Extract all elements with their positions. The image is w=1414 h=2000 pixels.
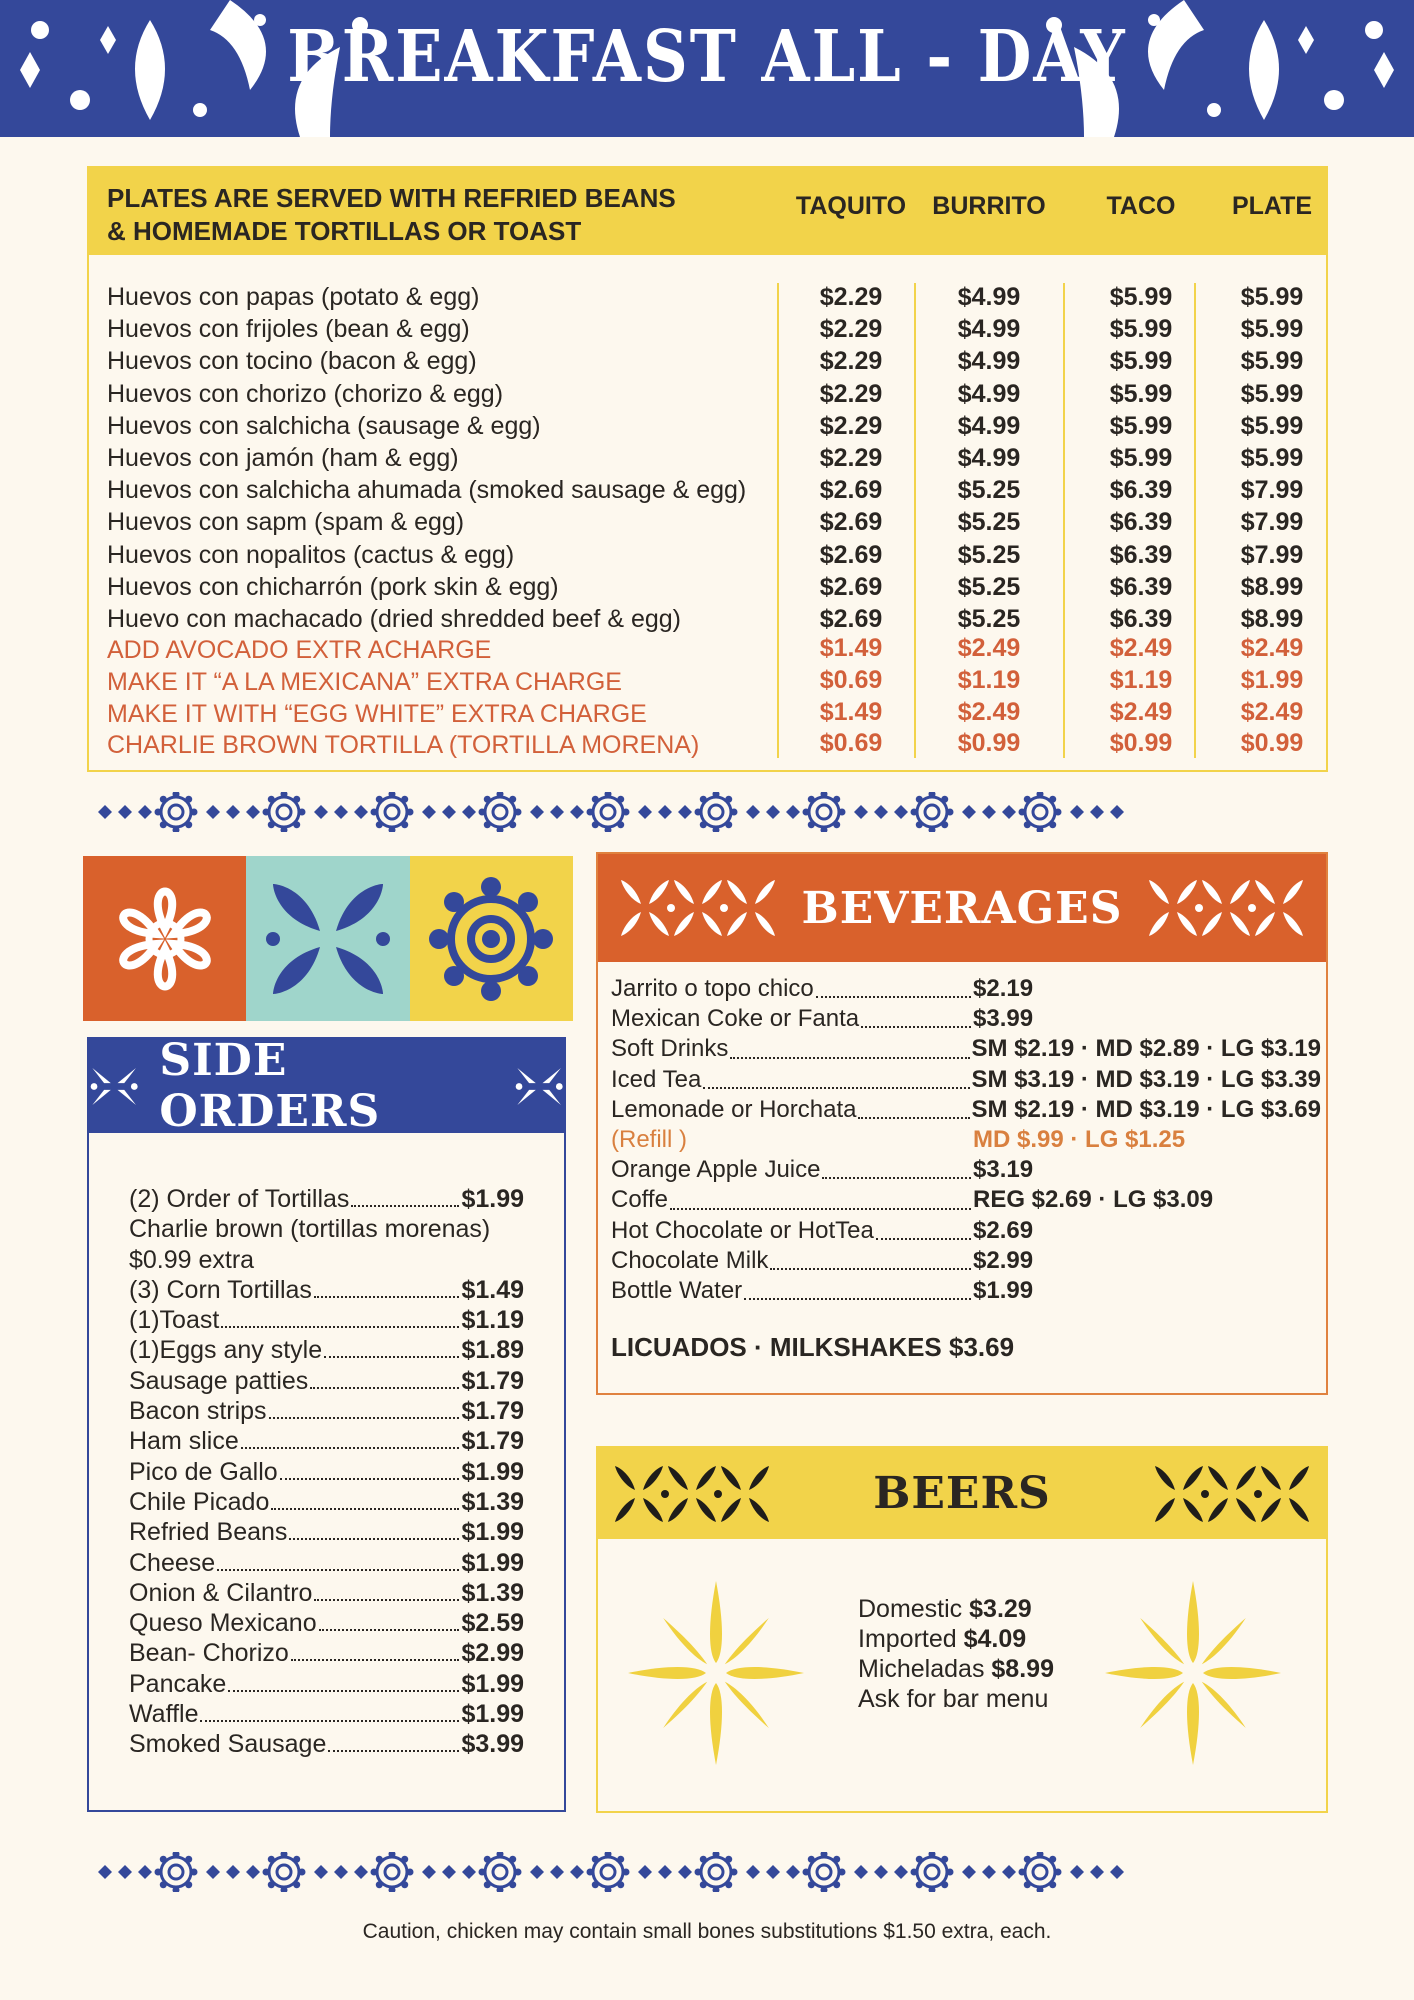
dot-leader bbox=[241, 1447, 460, 1449]
side-order-name: Queso Mexicano bbox=[129, 1609, 317, 1638]
column-header-taco: TACO bbox=[1106, 192, 1176, 220]
xo-ornament-icon bbox=[1146, 878, 1306, 938]
beverage-name: Lemonade or Horchata bbox=[611, 1095, 857, 1123]
beverage-name: Bottle Water bbox=[611, 1277, 743, 1305]
dot-leader bbox=[269, 1417, 460, 1419]
plate-item-name: Huevos con chorizo (chorizo & egg) bbox=[107, 379, 504, 408]
dot-leader bbox=[351, 1205, 459, 1207]
side-order-price: $1.99 bbox=[461, 1669, 524, 1698]
plate-item-price: $4.99 bbox=[957, 315, 1021, 344]
side-order-name: Chile Picado bbox=[129, 1487, 270, 1516]
dot-leader bbox=[319, 1629, 460, 1631]
side-orders-section bbox=[87, 1037, 566, 1812]
side-order-price: $2.59 bbox=[461, 1609, 524, 1638]
side-order-name: (1)Eggs any style bbox=[129, 1336, 323, 1365]
plate-extra-price: $0.99 bbox=[1240, 729, 1304, 758]
beverage-item bbox=[611, 1276, 1321, 1306]
plate-item-price: $5.99 bbox=[1109, 315, 1173, 344]
side-order-price: $2.99 bbox=[461, 1639, 524, 1668]
beverage-name-cell bbox=[611, 1034, 972, 1064]
beverage-name-cell bbox=[611, 1004, 973, 1034]
plate-item-price: $2.69 bbox=[819, 605, 883, 633]
column-divider bbox=[1063, 283, 1065, 758]
side-order-item bbox=[129, 1214, 524, 1244]
side-order-item bbox=[129, 1487, 524, 1517]
plate-extra-name: MAKE IT WITH “EGG WHITE” EXTRA CHARGE bbox=[107, 699, 647, 728]
beverages-section bbox=[596, 852, 1328, 1395]
beverage-name: Orange Apple Juice bbox=[611, 1156, 821, 1184]
side-order-name: Refried Beans bbox=[129, 1518, 288, 1547]
starburst-icon bbox=[626, 1578, 806, 1768]
plate-item-name: Huevos con nopalitos (cactus & egg) bbox=[107, 540, 515, 569]
plate-item-price: $5.99 bbox=[1109, 347, 1173, 376]
plate-item-price: $7.99 bbox=[1240, 540, 1304, 569]
beer-price: $4.09 bbox=[963, 1625, 1027, 1653]
dot-leader bbox=[703, 1065, 969, 1089]
dot-leader bbox=[310, 1387, 459, 1389]
side-order-price: $1.99 bbox=[461, 1700, 524, 1729]
beverage-item bbox=[611, 1034, 1321, 1064]
side-order-item bbox=[129, 1275, 524, 1305]
decorative-divider bbox=[90, 1852, 1330, 1892]
plate-item-price: $5.25 bbox=[957, 572, 1021, 601]
beer-name: Domestic bbox=[858, 1595, 963, 1623]
side-order-item bbox=[129, 1699, 524, 1729]
beverage-item bbox=[611, 1246, 1321, 1276]
side-order-name: (2) Order of Tortillas bbox=[129, 1185, 350, 1213]
plate-item-price: $4.99 bbox=[957, 444, 1021, 472]
side-order-price: $1.99 bbox=[461, 1457, 524, 1486]
plate-item-price: $2.29 bbox=[819, 347, 883, 376]
beverage-item bbox=[611, 1125, 1321, 1155]
plate-item-price: $5.99 bbox=[1240, 347, 1304, 376]
beverage-name-cell bbox=[611, 1216, 973, 1246]
beverage-name: Hot Chocolate or HotTea bbox=[611, 1216, 874, 1244]
plate-extra-price: $1.99 bbox=[1240, 665, 1304, 694]
side-order-price: $1.99 bbox=[461, 1518, 524, 1547]
side-order-name: Pancake bbox=[129, 1669, 227, 1698]
plate-extra-price: $2.49 bbox=[1109, 697, 1173, 726]
dot-leader bbox=[816, 974, 971, 998]
plate-item-price: $4.99 bbox=[957, 283, 1021, 311]
side-order-item bbox=[129, 1457, 524, 1487]
plate-extra-price: $0.99 bbox=[1109, 729, 1173, 758]
dot-leader bbox=[280, 1478, 460, 1480]
column-header-plate: PLATE bbox=[1231, 192, 1313, 220]
plate-extra-price: $0.69 bbox=[819, 665, 883, 694]
side-order-item bbox=[129, 1669, 524, 1699]
beverage-price: $2.99 bbox=[973, 1246, 1034, 1274]
beverage-name: Soft Drinks bbox=[611, 1035, 729, 1063]
plate-item-price: $2.29 bbox=[819, 315, 883, 344]
side-order-item bbox=[129, 1426, 524, 1456]
flower-tile-icon bbox=[83, 856, 246, 1021]
beer-item bbox=[858, 1594, 1054, 1624]
beverage-price: $2.69 bbox=[973, 1216, 1034, 1244]
plate-item-price: $2.69 bbox=[819, 572, 883, 601]
plate-item-price: $6.39 bbox=[1109, 572, 1173, 601]
dot-leader bbox=[271, 1508, 459, 1510]
plate-item-price: $5.99 bbox=[1109, 379, 1173, 408]
beverage-name-cell bbox=[611, 1276, 973, 1306]
plate-extra-price: $1.19 bbox=[1109, 665, 1173, 694]
side-order-name: Ham slice bbox=[129, 1427, 239, 1456]
side-order-name: Onion & Cilantro bbox=[129, 1578, 313, 1607]
beverage-name: Iced Tea bbox=[611, 1065, 702, 1093]
plate-item-price: $6.39 bbox=[1109, 605, 1173, 633]
plates-note bbox=[107, 182, 676, 248]
beverage-price: REG $2.69 · LG $3.09 bbox=[973, 1186, 1214, 1214]
plate-item-price: $4.99 bbox=[957, 347, 1021, 376]
side-order-item bbox=[129, 1184, 524, 1214]
beverage-name-cell bbox=[611, 974, 973, 1004]
plate-extra-price: $2.49 bbox=[957, 634, 1021, 662]
plate-extra-price: $0.99 bbox=[957, 729, 1021, 758]
dot-leader bbox=[730, 1034, 969, 1058]
side-order-name: (3) Corn Tortillas bbox=[129, 1275, 312, 1304]
beverages-list bbox=[611, 974, 1321, 1306]
side-order-price: $1.49 bbox=[461, 1275, 524, 1304]
column-header-taquito: TAQUITO bbox=[795, 192, 907, 220]
plate-item-name: Huevos con jamón (ham & egg) bbox=[107, 444, 459, 472]
side-order-item bbox=[129, 1608, 524, 1638]
side-order-item bbox=[129, 1335, 524, 1365]
plate-item-price: $4.99 bbox=[957, 411, 1021, 440]
beer-price: $3.29 bbox=[969, 1595, 1032, 1623]
plates-note-line: PLATES ARE SERVED WITH REFRIED BEANS bbox=[107, 183, 676, 213]
plates-table bbox=[87, 166, 1328, 772]
footer-note: Caution, chicken may contain small bones substitutions $1.50 extra, each. bbox=[362, 1920, 1052, 1943]
side-order-price: $1.99 bbox=[461, 1548, 524, 1577]
plate-item-name: Huevos con frijoles (bean & egg) bbox=[107, 315, 470, 344]
xo-ornament-icon bbox=[1152, 1464, 1312, 1524]
beer-price: $8.99 bbox=[991, 1655, 1054, 1683]
beverage-price: SM $2.19 · MD $2.89 · LG $3.19 bbox=[971, 1035, 1321, 1063]
column-header-burrito: BURRITO bbox=[932, 192, 1046, 220]
beverage-item bbox=[611, 1095, 1321, 1125]
side-order-price: $1.89 bbox=[461, 1336, 524, 1365]
plate-item-price: $8.99 bbox=[1240, 605, 1304, 633]
beverage-item bbox=[611, 1185, 1321, 1215]
flower-tile-icon bbox=[410, 856, 573, 1021]
beverage-name: Mexican Coke or Fanta bbox=[611, 1005, 860, 1033]
side-order-name: Sausage patties bbox=[129, 1366, 309, 1395]
plate-extra-price: $1.49 bbox=[819, 634, 883, 662]
beverage-item bbox=[611, 974, 1321, 1004]
side-order-item bbox=[129, 1396, 524, 1426]
beverage-price: $3.99 bbox=[973, 1005, 1034, 1033]
beverage-name: Jarrito o topo chico bbox=[611, 975, 814, 1002]
side-order-price: $1.19 bbox=[461, 1306, 524, 1335]
beer-item bbox=[858, 1654, 1054, 1684]
plate-item-name: Huevos con chicharrón (pork skin & egg) bbox=[107, 572, 559, 601]
decorative-divider bbox=[90, 792, 1330, 832]
beer-name: Micheladas bbox=[858, 1655, 985, 1683]
beverage-name: Chocolate Milk bbox=[611, 1246, 769, 1274]
side-order-item bbox=[129, 1245, 524, 1275]
beverage-price: SM $3.19 · MD $3.19 · LG $3.39 bbox=[971, 1065, 1321, 1093]
plate-item-price: $5.25 bbox=[957, 508, 1021, 537]
plate-item-price: $7.99 bbox=[1240, 476, 1304, 505]
side-order-name: Charlie brown (tortillas morenas) bbox=[129, 1215, 491, 1244]
petal-ornament-icon bbox=[514, 1059, 564, 1114]
dot-leader bbox=[744, 1276, 971, 1300]
side-order-price: $1.39 bbox=[461, 1487, 524, 1516]
dot-leader bbox=[328, 1750, 459, 1752]
dot-leader bbox=[291, 1659, 460, 1661]
beverage-name-cell bbox=[611, 1246, 973, 1276]
plate-item-price: $5.99 bbox=[1109, 411, 1173, 440]
plate-extra-name: CHARLIE BROWN TORTILLA (TORTILLA MORENA) bbox=[107, 731, 700, 760]
side-order-item bbox=[129, 1366, 524, 1396]
plate-item-name: Huevos con papas (potato & egg) bbox=[107, 283, 480, 311]
starburst-icon bbox=[1103, 1578, 1283, 1768]
side-order-item bbox=[129, 1517, 524, 1547]
dot-leader bbox=[228, 1690, 459, 1692]
dot-leader bbox=[314, 1599, 459, 1601]
side-orders-list bbox=[129, 1184, 524, 1760]
plate-item-price: $6.39 bbox=[1109, 540, 1173, 569]
column-divider bbox=[914, 283, 916, 758]
side-order-name: $0.99 extra bbox=[129, 1245, 255, 1274]
dot-leader bbox=[324, 1356, 459, 1358]
dot-leader bbox=[217, 1569, 459, 1571]
side-order-price: $1.99 bbox=[461, 1185, 524, 1213]
plate-extra-price: $1.49 bbox=[819, 697, 883, 726]
dot-leader bbox=[289, 1538, 459, 1540]
plate-item-price: $8.99 bbox=[1240, 572, 1304, 601]
plates-table-header bbox=[89, 168, 1326, 255]
licuados-line: LICUADOS · MILKSHAKES $3.69 bbox=[611, 1332, 1015, 1362]
beverages-title: BEVERAGES bbox=[801, 882, 1123, 934]
plate-item-price: $2.69 bbox=[819, 540, 883, 569]
xo-ornament-icon bbox=[618, 878, 778, 938]
plate-item-price: $7.99 bbox=[1240, 508, 1304, 537]
plate-item-price: $5.99 bbox=[1109, 444, 1173, 472]
beverage-name: (Refill ) bbox=[611, 1126, 687, 1154]
petal-ornament-icon bbox=[89, 1059, 139, 1114]
column-divider bbox=[777, 283, 779, 758]
dot-leader bbox=[858, 1095, 969, 1119]
side-order-name: Waffle bbox=[129, 1700, 199, 1729]
beverage-name-cell bbox=[611, 1125, 973, 1155]
dot-leader bbox=[770, 1246, 971, 1270]
dot-leader bbox=[200, 1720, 459, 1722]
plate-item-name: Huevos con salchicha ahumada (smoked sausage & egg) bbox=[107, 476, 747, 505]
side-order-name: (1)Toast bbox=[129, 1306, 220, 1335]
side-order-price: $1.79 bbox=[461, 1397, 524, 1426]
page-title: BREAKFAST ALL - DAY bbox=[287, 14, 1127, 99]
side-order-item bbox=[129, 1578, 524, 1608]
plate-item-name: Huevos con salchicha (sausage & egg) bbox=[107, 411, 541, 440]
side-order-item bbox=[129, 1548, 524, 1578]
beverage-name-cell bbox=[611, 1185, 973, 1215]
plate-item-price: $2.69 bbox=[819, 508, 883, 537]
plate-extra-price: $2.49 bbox=[1240, 697, 1304, 726]
dot-leader bbox=[876, 1216, 971, 1240]
side-order-price: $1.79 bbox=[461, 1427, 524, 1456]
plate-extra-name: MAKE IT “A LA MEXICANA” EXTRA CHARGE bbox=[107, 667, 622, 696]
plate-item-price: $2.29 bbox=[819, 444, 883, 472]
beverage-name-cell bbox=[611, 1095, 972, 1125]
plate-item-price: $5.25 bbox=[957, 476, 1021, 505]
beverages-header bbox=[598, 854, 1326, 962]
plate-item-price: $5.99 bbox=[1109, 283, 1173, 311]
plate-item-price: $5.99 bbox=[1240, 283, 1304, 311]
side-order-name: Smoked Sausage bbox=[129, 1730, 327, 1759]
plate-item-name: Huevos con tocino (bacon & egg) bbox=[107, 347, 477, 376]
side-order-price: $1.39 bbox=[461, 1578, 524, 1607]
plate-item-price: $6.39 bbox=[1109, 508, 1173, 537]
plate-item-price: $5.25 bbox=[957, 605, 1021, 633]
beers-section bbox=[596, 1446, 1328, 1813]
dot-leader bbox=[822, 1155, 971, 1179]
decorative-tiles bbox=[83, 856, 573, 1021]
plate-extra-price: $2.49 bbox=[1109, 634, 1173, 662]
side-orders-header bbox=[89, 1035, 564, 1137]
plate-extra-price: $2.49 bbox=[957, 697, 1021, 726]
beverage-item bbox=[611, 1065, 1321, 1095]
plate-item-price: $2.69 bbox=[819, 476, 883, 505]
plate-item-price: $5.25 bbox=[957, 540, 1021, 569]
dot-leader bbox=[221, 1326, 459, 1328]
plate-item-name: Huevos con sapm (spam & egg) bbox=[107, 508, 465, 537]
plate-item-price: $5.99 bbox=[1240, 411, 1304, 440]
dot-leader bbox=[861, 1004, 971, 1028]
beers-title: BEERS bbox=[873, 1468, 1051, 1519]
plate-item-price: $4.99 bbox=[957, 379, 1021, 408]
plate-extra-price: $1.19 bbox=[957, 665, 1021, 694]
header-banner bbox=[0, 0, 1414, 137]
side-order-item bbox=[129, 1638, 524, 1668]
beer-name: Imported bbox=[858, 1625, 957, 1653]
beverage-price: SM $2.19 · MD $3.19 · LG $3.69 bbox=[971, 1095, 1321, 1123]
plate-item-price: $2.29 bbox=[819, 379, 883, 408]
plate-item-price: $5.99 bbox=[1240, 444, 1304, 472]
beer-item bbox=[858, 1684, 1054, 1714]
beverage-price: MD $.99 · LG $1.25 bbox=[973, 1126, 1186, 1154]
beers-list bbox=[858, 1594, 1054, 1714]
beverage-item bbox=[611, 1004, 1321, 1034]
beverage-name: Coffe bbox=[611, 1186, 668, 1214]
dot-leader bbox=[314, 1296, 460, 1298]
beverage-price: $1.99 bbox=[973, 1277, 1034, 1305]
plate-item-price: $2.29 bbox=[819, 283, 883, 311]
petal-tile-icon bbox=[246, 856, 409, 1021]
side-order-item bbox=[129, 1305, 524, 1335]
side-order-name: Pico de Gallo bbox=[129, 1457, 278, 1486]
dot-leader bbox=[670, 1185, 971, 1209]
plates-note-line: & HOMEMADE TORTILLAS OR TOAST bbox=[107, 216, 582, 246]
plate-item-price: $6.39 bbox=[1109, 476, 1173, 505]
side-order-price: $3.99 bbox=[461, 1730, 524, 1759]
plate-extra-name: ADD AVOCADO EXTR ACHARGE bbox=[107, 636, 492, 664]
xo-ornament-icon bbox=[612, 1464, 772, 1524]
side-order-item bbox=[129, 1729, 524, 1759]
side-order-price: $1.79 bbox=[461, 1366, 524, 1395]
beer-item bbox=[858, 1624, 1054, 1654]
plate-item-price: $2.29 bbox=[819, 411, 883, 440]
side-order-name: Bacon strips bbox=[129, 1397, 267, 1426]
plate-extra-price: $2.49 bbox=[1240, 634, 1304, 662]
plate-extra-price: $0.69 bbox=[819, 729, 883, 758]
beverage-price: $3.19 bbox=[973, 1156, 1034, 1184]
beer-name: Ask for bar menu bbox=[858, 1685, 1049, 1713]
beverage-item bbox=[611, 1155, 1321, 1185]
side-order-name: Bean- Chorizo bbox=[129, 1639, 289, 1668]
beverage-name-cell bbox=[611, 1065, 972, 1095]
plate-item-price: $5.99 bbox=[1240, 315, 1304, 344]
plate-item-price: $5.99 bbox=[1240, 379, 1304, 408]
side-orders-title: SIDE ORDERS bbox=[159, 1035, 381, 1137]
beverage-price: $2.19 bbox=[973, 975, 1034, 1002]
beverage-name-cell bbox=[611, 1155, 973, 1185]
side-order-name: Cheese bbox=[129, 1548, 216, 1577]
plate-item-name: Huevo con machacado (dried shredded beef & egg) bbox=[107, 605, 681, 633]
beers-header bbox=[598, 1448, 1326, 1539]
beverage-item bbox=[611, 1216, 1321, 1246]
